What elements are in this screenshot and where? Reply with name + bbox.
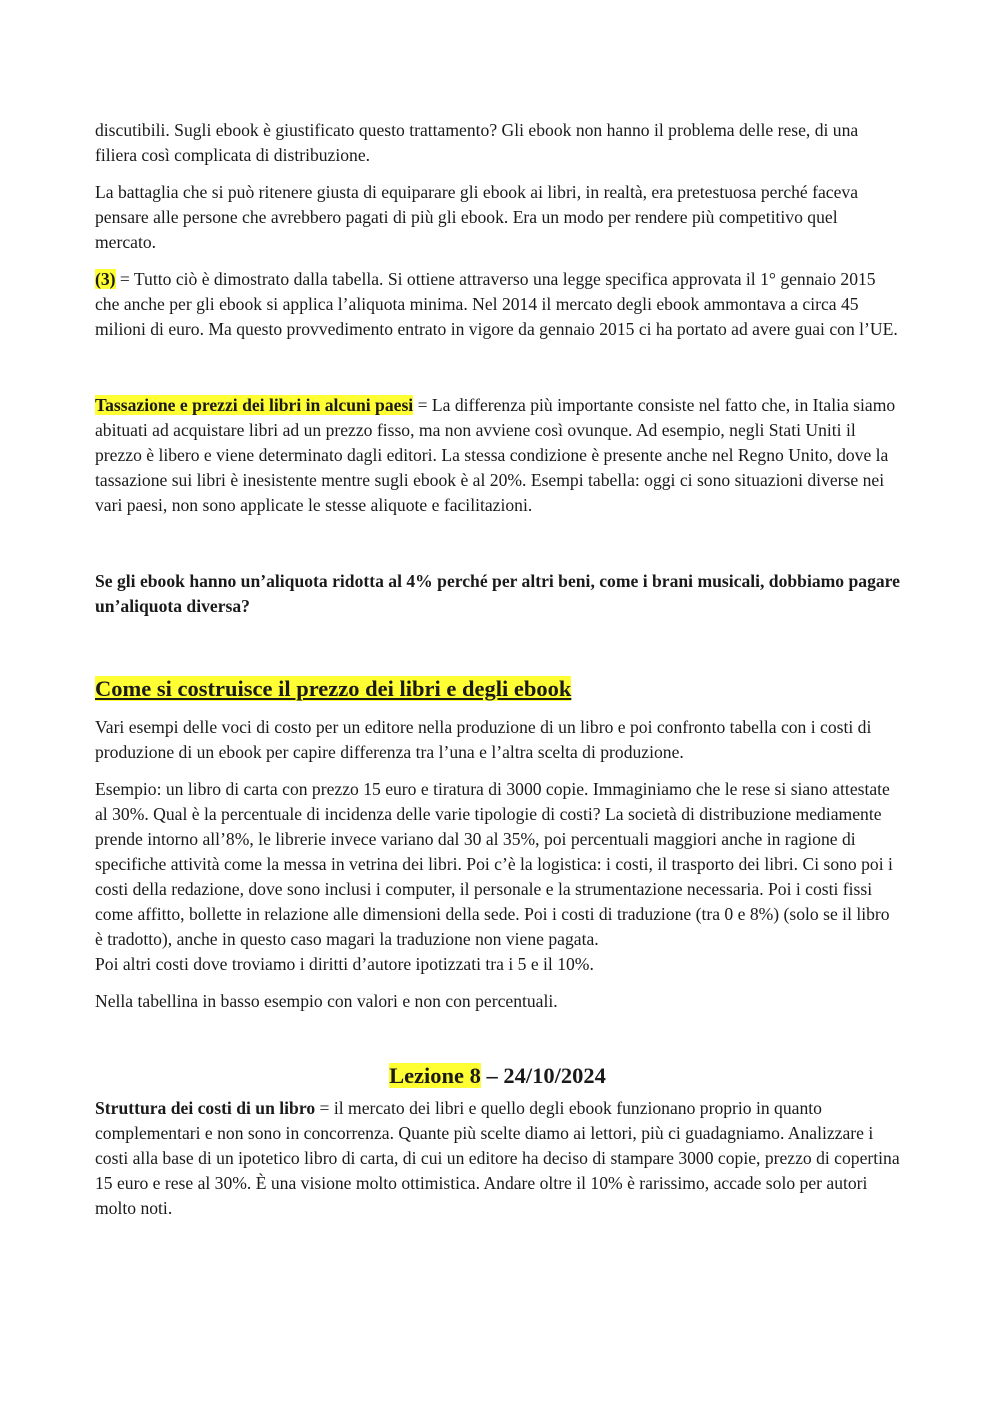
highlighted-term-tassazione: Tassazione e prezzi dei libri in alcuni paesi [95,395,414,415]
bold-term-struttura: Struttura dei costi di un libro [95,1098,316,1118]
lesson-heading [95,1062,900,1090]
footnote-ref-3: (3) [95,269,116,289]
section-heading-text: Come si costruisce il prezzo dei libri e degli ebook [95,676,572,701]
paragraph-voci-costo: Vari esempi delle voci di costo per un editore nella produzione di un libro e poi confronto tabella con i costi di produzione di un ebook per capire differenza tra l’una e l’altra scelta di produzione. [95,717,872,762]
paragraph-struttura-costi [95,1096,900,1221]
paragraph-struttura-text: = il mercato dei libri e quello degli ebook funzionano proprio in quanto complementari e non sono in concorrenza. Quante più scelte diamo ai lettori, più ci guadagniamo. Analizzare i costi alla base di un ipotetico libro di carta, di cui un editore ha deciso di stampare 3000 copie, prezzo di copertina 15 euro e rese al 30%. È una visione molto ottimistica. Andare oltre il 10% è rarissimo, accade solo per autori molto noti. [95,1098,900,1218]
paragraph-esempio-libro: Esempio: un libro di carta con prezzo 15 euro e tiratura di 3000 copie. Immaginiamo che le rese si siano attestate al 30%. Qual è la percentuale di incidenza delle varie tipologie di costi? La società di distribuzione mediamente prende intorno all’8%, le librerie invece variano dal 30 al 35%, poi percentuali maggiori anche in ragione di specifiche attività come la messa in vetrina dei libri. Poi c’è la logistica: i costi, il trasporto dei libri. Ci sono poi i costi della redazione, dove sono inclusi i computer, il personale e la strumentazione necessaria. Poi i costi fissi come affitto, bollette in relazione alle dimensioni della sede. Poi i costi di traduzione (tra 0 e 8%) (solo se il libro è tradotto), anche in questo caso magari la traduzione non viene pagata. [95,779,893,949]
lesson-date: – 24/10/2024 [480,1063,606,1088]
paragraph-tassazione [95,393,900,518]
section-heading-prezzo [95,675,900,703]
paragraph-tabellina: Nella tabellina in basso esempio con valori e non con percentuali. [95,991,558,1011]
paragraph-tassazione-text: = La differenza più importante consiste nel fatto che, in Italia siamo abituati ad acquistare libri ad un prezzo fisso, ma non avviene così ovunque. Ad esempio, negli Stati Uniti il prezzo è libero e viene determinato dagli editori. La stessa condizione è presente anche nel Regno Unito, dove la tassazione sui libri è inesistente mentre sugli ebook è al 20%. Esempi tabella: oggi ci sono situazioni diverse nei vari paesi, non sono applicate le stesse aliquote e facilitazioni. [95,395,896,515]
paragraph-diritti-autore: Poi altri costi dove troviamo i diritti d’autore ipotizzati tra i 5 e il 10%. [95,954,594,974]
paragraph-legge-2015 [95,267,900,342]
question-aliquota: Se gli ebook hanno un’aliquota ridotta al 4% perché per altri beni, come i brani musicali, dobbiamo pagare un’aliquota diversa? [95,571,900,616]
lesson-label: Lezione 8 [389,1063,481,1088]
paragraph-ebook-rese: discutibili. Sugli ebook è giustificato questo trattamento? Gli ebook non hanno il problema delle rese, di una filiera così complicata di distribuzione. [95,120,859,165]
paragraph-legge-text: = Tutto ciò è dimostrato dalla tabella. Si ottiene attraverso una legge specifica approvata il 1° gennaio 2015 che anche per gli ebook si applica l’aliquota minima. Nel 2014 il mercato degli ebook ammontava a circa 45 milioni di euro. Ma questo provvedimento entrato in vigore da gennaio 2015 ci ha portato ad avere guai con l’UE. [95,269,898,339]
paragraph-battaglia: La battaglia che si può ritenere giusta di equiparare gli ebook ai libri, in realtà, era pretestuosa perché faceva pensare alle persone che avrebbero pagati di più gli ebook. Era un modo per rendere più competitivo quel mercato. [95,182,859,252]
